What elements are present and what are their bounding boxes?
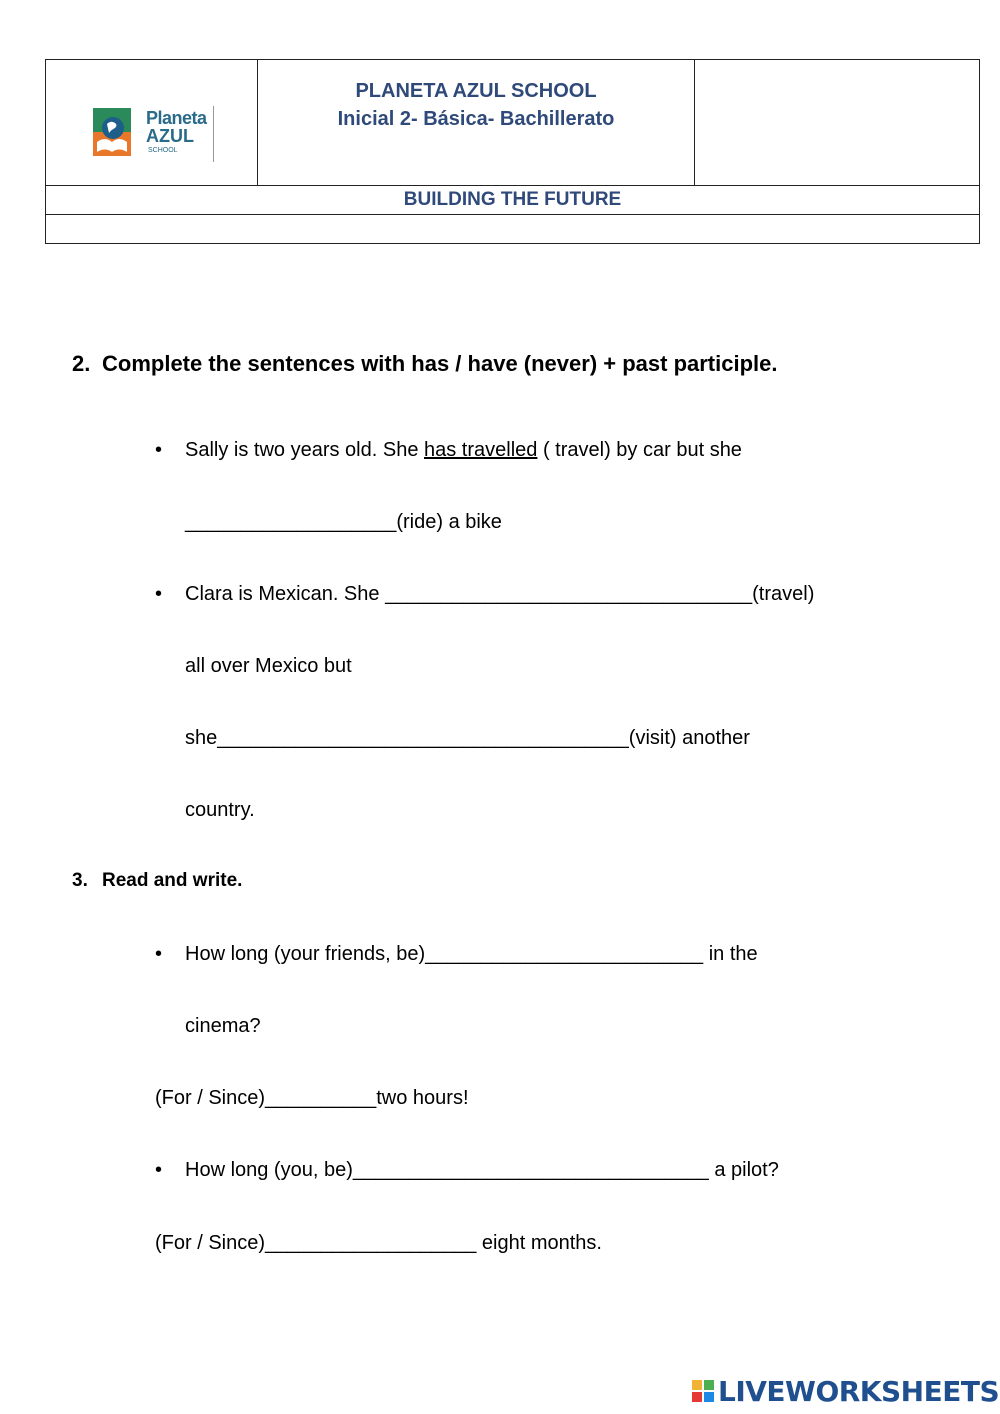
exercise-3-number: 3. bbox=[72, 870, 88, 891]
ex3-item2-answer[interactable]: (For / Since)___________________ eight months. bbox=[155, 1232, 602, 1254]
ex3-item1-question-line1[interactable]: How long (your friends, be)_________________________ in the bbox=[185, 943, 758, 965]
school-levels: Inicial 2- Básica- Bachillerato bbox=[337, 108, 615, 130]
ex2-item2-line3[interactable]: she_____________________________________(visit) another bbox=[185, 727, 750, 749]
bullet-icon: • bbox=[155, 943, 163, 965]
school-logo bbox=[93, 106, 214, 162]
ex2-item2-line4: country. bbox=[185, 799, 255, 821]
exercise-3-title bbox=[72, 870, 242, 892]
ex2-item1-line1 bbox=[185, 438, 742, 462]
ex2-item1-example-answer: has travelled bbox=[424, 439, 538, 461]
bullet-icon: • bbox=[155, 439, 163, 461]
logo-text-planeta: Planeta bbox=[146, 108, 207, 128]
ex3-item2-question[interactable]: How long (you, be)________________________________ a pilot? bbox=[185, 1159, 779, 1181]
ex3-item1-question-line2: cinema? bbox=[185, 1015, 261, 1037]
school-info-cell bbox=[258, 60, 695, 186]
bullet-icon: • bbox=[155, 583, 163, 605]
ex2-item2-line2: all over Mexico but bbox=[185, 655, 352, 677]
ex2-item1-text-after: ( travel) by car but she bbox=[542, 439, 742, 461]
liveworksheets-text: LIVEWORKSHEETS bbox=[718, 1374, 1000, 1408]
exercise-2-title-text: Complete the sentences with has / have (never) + past participle. bbox=[102, 351, 778, 376]
bullet-icon: • bbox=[155, 1159, 163, 1181]
ex3-item1-answer[interactable]: (For / Since)__________two hours! bbox=[155, 1087, 469, 1109]
liveworksheets-icon bbox=[692, 1380, 714, 1402]
school-name: PLANETA AZUL SCHOOL bbox=[355, 80, 597, 102]
logo-text-school: SCHOOL bbox=[148, 147, 178, 154]
blank-header-cell bbox=[695, 60, 980, 186]
liveworksheets-logo[interactable] bbox=[692, 1376, 999, 1406]
globe-book-icon bbox=[93, 108, 131, 158]
empty-header-row bbox=[46, 215, 980, 244]
header-table bbox=[45, 59, 980, 244]
exercise-2-title bbox=[72, 351, 778, 377]
exercise-3-title-text: Read and write. bbox=[102, 870, 243, 891]
ex2-item2-line1[interactable]: Clara is Mexican. She _________________________________(travel) bbox=[185, 583, 815, 605]
ex2-item1-line2[interactable]: ___________________(ride) a bike bbox=[185, 511, 502, 533]
exercise-2-number: 2. bbox=[72, 351, 91, 376]
logo-cell bbox=[46, 60, 258, 186]
motto: BUILDING THE FUTURE bbox=[46, 186, 980, 215]
logo-text-azul: AZUL bbox=[146, 126, 194, 146]
ex2-item1-text-before: Sally is two years old. She bbox=[185, 439, 419, 461]
